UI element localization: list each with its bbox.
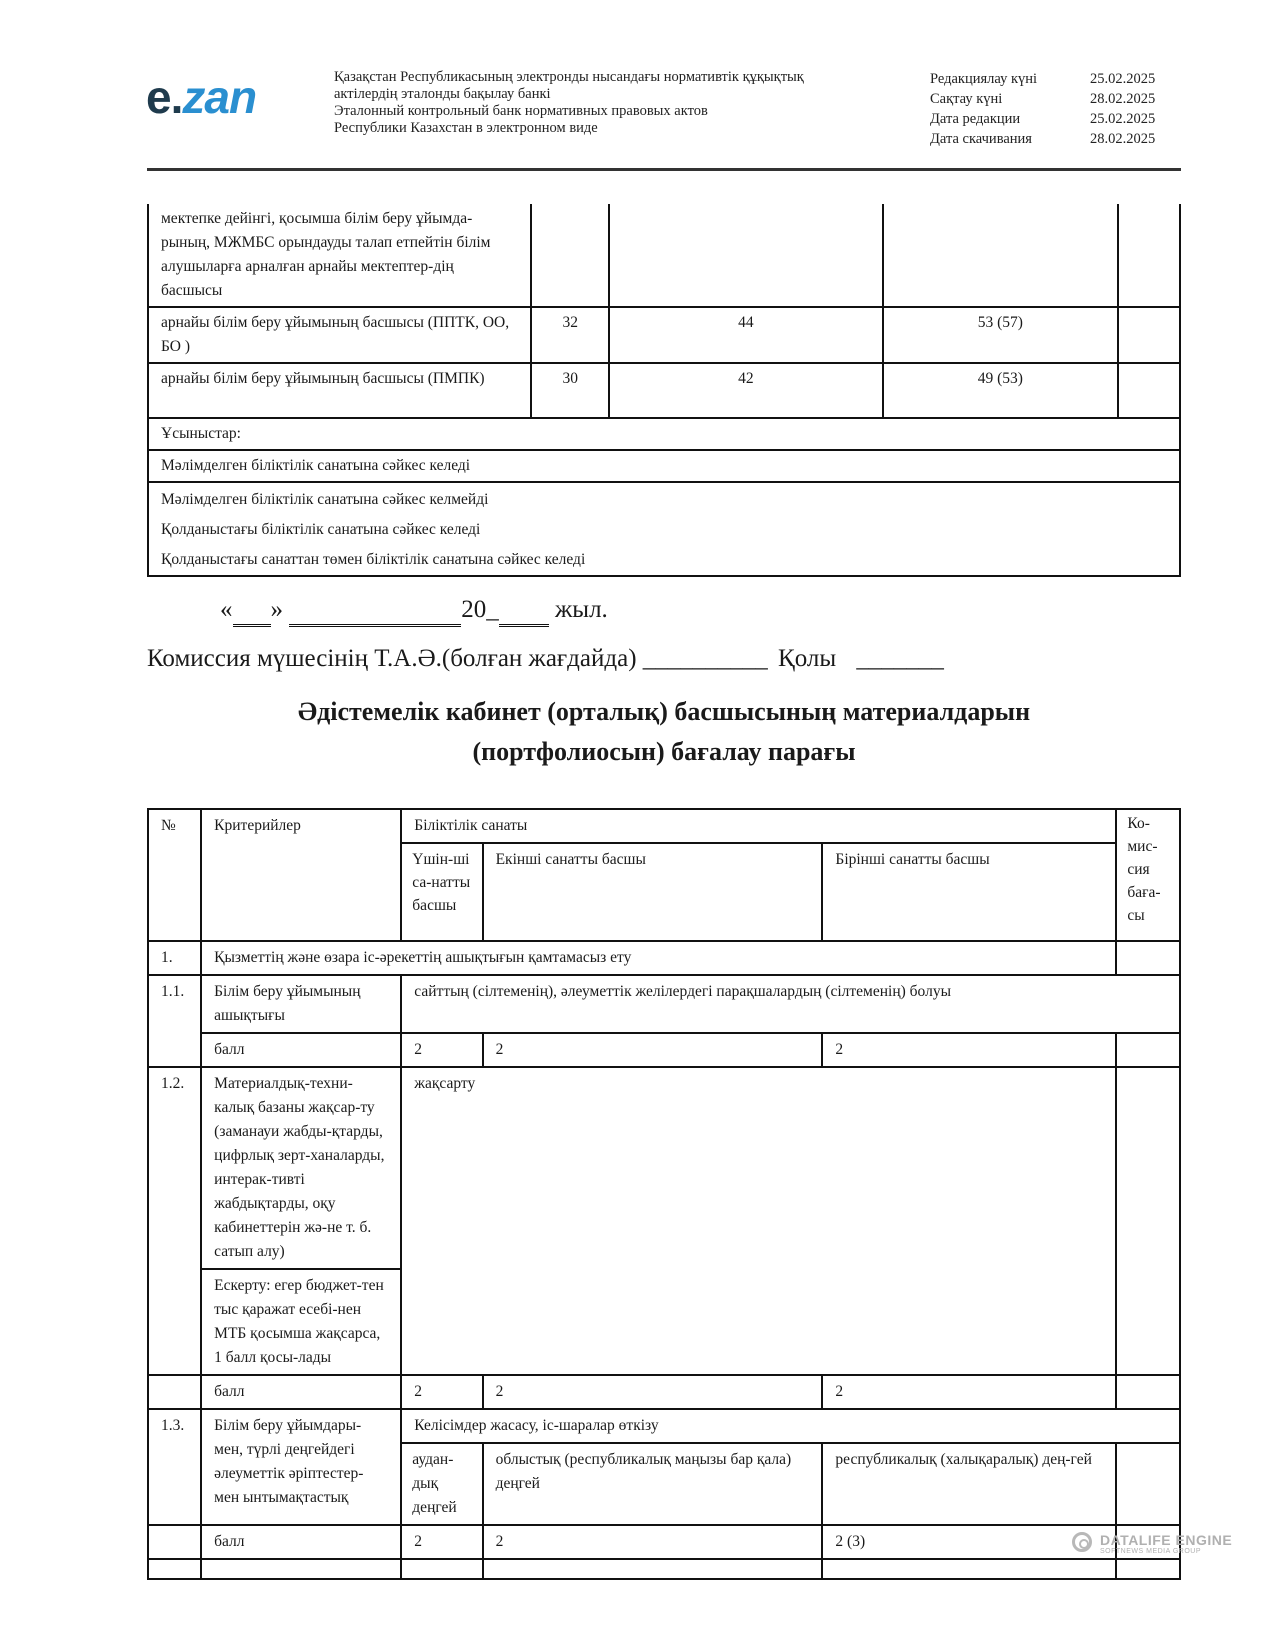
watermark-subtitle: SOFTNEWS MEDIA GROUP bbox=[1100, 1548, 1202, 1555]
empty-cell bbox=[401, 1559, 482, 1579]
option-row bbox=[148, 545, 1180, 576]
recommendation-option: Мәлімделген біліктілік санатына сәйкес келмейді bbox=[148, 482, 1180, 515]
meta-label: Дата скачивания bbox=[930, 131, 1032, 147]
recommendation-option: Қолданыстағы біліктілік санатына сәйкес келеді bbox=[148, 515, 1180, 545]
score-row bbox=[148, 1375, 1180, 1409]
score-cell bbox=[883, 204, 1119, 307]
header-line: Қазақстан Республикасының электронды нысандағы нормативтік құқықтық bbox=[334, 69, 804, 85]
table-row bbox=[148, 975, 1180, 1033]
score-cell bbox=[1118, 363, 1180, 418]
signature-date: « » 20_ жыл. bbox=[220, 596, 608, 627]
sign-label: Қолы bbox=[778, 645, 837, 672]
logo-dot: . bbox=[170, 71, 183, 123]
header-line: Эталонный контрольный банк нормативных правовых актов bbox=[334, 103, 708, 119]
commission-cell[interactable] bbox=[1116, 1375, 1180, 1409]
score-row bbox=[148, 1033, 1180, 1067]
indicator-cell: сайттың (сілтеменің), әлеуметтік желілердегі парақшалардың (сілтеменің) болуы bbox=[401, 975, 1180, 1033]
score-label: балл bbox=[201, 1375, 401, 1409]
empty-cell bbox=[148, 1559, 201, 1579]
commission-cell[interactable] bbox=[1116, 1443, 1180, 1525]
logo-zan: zan bbox=[182, 71, 257, 123]
meta-value: 25.02.2025 bbox=[1090, 71, 1156, 87]
header-num: № bbox=[148, 809, 201, 941]
header-third-category: Үшін-ші са-натты басшы bbox=[401, 843, 482, 941]
score-cell: 49 (53) bbox=[883, 363, 1119, 418]
meta-row bbox=[930, 109, 1155, 129]
meta-label: Дата редакции bbox=[930, 111, 1021, 127]
sign-blank[interactable]: _______ bbox=[856, 645, 944, 672]
item-num: 1.2. bbox=[148, 1067, 201, 1375]
table-row bbox=[148, 307, 1180, 363]
score-cell: 2 (3) bbox=[822, 1525, 1116, 1559]
score-cell: 32 bbox=[531, 307, 609, 363]
score-row bbox=[148, 1525, 1180, 1559]
position-cell: арнайы білім беру ұйымының басшысы (ППТК, ОО, БО ) bbox=[148, 307, 531, 363]
table-row bbox=[148, 204, 1180, 307]
empty-cell bbox=[822, 1559, 1116, 1579]
member-name-blank[interactable]: __________ bbox=[642, 645, 768, 672]
header-divider bbox=[147, 168, 1181, 171]
table-row bbox=[148, 1067, 1180, 1269]
item-num: 1.1. bbox=[148, 975, 201, 1067]
header-meta bbox=[930, 69, 1155, 149]
position-cell: арнайы білім беру ұйымының басшысы (ПМПК) bbox=[148, 363, 531, 418]
ezan-logo bbox=[146, 71, 257, 123]
quote-close: » bbox=[270, 596, 283, 623]
score-cell: 2 bbox=[483, 1033, 823, 1067]
score-label: балл bbox=[201, 1033, 401, 1067]
meta-row bbox=[930, 89, 1155, 109]
score-cell: 2 bbox=[483, 1525, 823, 1559]
criteria-cell: Материалдық-техни-калық базаны жақсар-ту (заманауи жабды-қтарды, цифрлық зерт-ханаларды, интерак-тивті жабдықтарды, оқу кабинеттерін жә-не т. б. сатып алу) bbox=[201, 1067, 401, 1269]
indicator-cell: жақсарту bbox=[401, 1067, 1116, 1375]
header-line: актілердің эталонды бақылау банкі bbox=[334, 86, 551, 102]
header-category: Біліктілік санаты bbox=[401, 809, 1116, 843]
criteria-cell: Білім беру ұйымдары-мен, түрлі деңгейдегі әлеуметтік әріптестер-мен ынтымақтастық bbox=[201, 1409, 401, 1525]
empty-cell bbox=[148, 1375, 201, 1409]
meta-row bbox=[930, 129, 1155, 149]
score-cell: 42 bbox=[609, 363, 882, 418]
section-num: 1. bbox=[148, 941, 201, 975]
header-second-category: Екінші санатты басшы bbox=[483, 843, 823, 941]
score-cell: 2 bbox=[401, 1525, 482, 1559]
meta-row bbox=[930, 69, 1155, 89]
commission-cell[interactable] bbox=[1116, 1067, 1180, 1375]
empty-cell bbox=[1116, 1559, 1180, 1579]
score-cell: 2 bbox=[483, 1375, 823, 1409]
meta-value: 25.02.2025 bbox=[1090, 111, 1156, 127]
watermark-title: DATALIFE ENGINE bbox=[1100, 1532, 1233, 1548]
day-blank[interactable] bbox=[233, 596, 271, 627]
meta-value: 28.02.2025 bbox=[1090, 91, 1156, 107]
table-row-cut bbox=[148, 1559, 1180, 1579]
page-title: Әдістемелік кабинет (орталық) басшысының материалдарын bbox=[297, 697, 1031, 726]
quote-open: « bbox=[220, 596, 233, 623]
empty-cell bbox=[148, 1525, 201, 1559]
score-cell: 2 bbox=[401, 1033, 482, 1067]
logo-e: e bbox=[146, 71, 171, 123]
recommendation-option: Қолданыстағы санаттан төмен біліктілік санатына сәйкес келеді bbox=[148, 545, 1180, 576]
datalife-logo-icon bbox=[1072, 1532, 1092, 1552]
table-row bbox=[148, 1409, 1180, 1443]
score-cell: 30 bbox=[531, 363, 609, 418]
header-criteria: Критерийлер bbox=[201, 809, 401, 941]
indicator-cell: Келісімдер жасасу, іс-шаралар өткізу bbox=[401, 1409, 1180, 1443]
score-label: балл bbox=[201, 1525, 401, 1559]
score-cell bbox=[609, 204, 882, 307]
score-cell bbox=[1118, 204, 1180, 307]
table-row bbox=[148, 363, 1180, 418]
score-cell: 44 bbox=[609, 307, 882, 363]
criteria-cell: Білім беру ұйымының ашықтығы bbox=[201, 975, 401, 1033]
level-cell: облыстық (республикалық маңызы бар қала) деңгей bbox=[483, 1443, 823, 1525]
note-cell: Ескерту: егер бюджет-тен тыс қаражат есебі-нен МТБ қосымша жақсарса, 1 балл қосы-лады bbox=[201, 1269, 401, 1375]
recommendation-option: Мәлімделген біліктілік санатына сәйкес келеді bbox=[148, 450, 1180, 482]
score-cell: 2 bbox=[822, 1375, 1116, 1409]
year-suffix: жыл. bbox=[555, 596, 608, 623]
option-row bbox=[148, 482, 1180, 515]
commission-cell[interactable] bbox=[1116, 1033, 1180, 1067]
score-cell: 53 (57) bbox=[883, 307, 1119, 363]
header-commission: Ко-мис-сия баға-сы bbox=[1116, 809, 1180, 941]
score-cell: 2 bbox=[822, 1033, 1116, 1067]
header-first-category: Бірінші санатты басшы bbox=[822, 843, 1116, 941]
category-score-table bbox=[147, 204, 1181, 577]
month-blank[interactable] bbox=[289, 596, 461, 627]
year-blank[interactable] bbox=[499, 596, 549, 627]
score-cell bbox=[531, 204, 609, 307]
year-prefix: 20 bbox=[461, 596, 487, 623]
evaluation-table bbox=[147, 808, 1181, 1580]
empty-cell bbox=[201, 1559, 401, 1579]
recommendations-row bbox=[148, 418, 1180, 450]
page-title-line2: (портфолиосын) бағалау парағы bbox=[472, 737, 856, 766]
section-row bbox=[148, 941, 1180, 975]
header-description bbox=[334, 69, 804, 137]
item-num: 1.3. bbox=[148, 1409, 201, 1525]
level-cell: республикалық (халықаралық) дең-гей bbox=[822, 1443, 1116, 1525]
meta-label: Сақтау күні bbox=[930, 91, 1003, 107]
commission-cell[interactable] bbox=[1116, 941, 1180, 975]
member-label: Комиссия мүшесінің Т.А.Ә.(болған жағдайда) bbox=[147, 645, 637, 672]
section-title: Қызметтің және өзара іс-әрекеттің ашықтығын қамтамасыз ету bbox=[201, 941, 1116, 975]
datalife-watermark bbox=[1074, 1532, 1232, 1555]
score-cell: 2 bbox=[401, 1375, 482, 1409]
meta-label: Редакциялау күні bbox=[930, 71, 1038, 87]
score-cell bbox=[1118, 307, 1180, 363]
empty-cell bbox=[483, 1559, 823, 1579]
commission-signature-line bbox=[147, 645, 944, 673]
level-cell: аудан-дық деңгей bbox=[401, 1443, 482, 1525]
header-line: Республики Казахстан в электронном виде bbox=[334, 120, 598, 136]
recommendations-label: Ұсыныстар: bbox=[148, 418, 1180, 450]
option-row bbox=[148, 450, 1180, 482]
meta-value: 28.02.2025 bbox=[1090, 131, 1156, 147]
position-cell: мектепке дейінгі, қосымша білім беру ұйымда-рының, МЖМБС орындауды талап етпейтін білім алушыларға арналған арнайы мектептер-дің басшысы bbox=[148, 204, 531, 307]
header-row bbox=[148, 809, 1180, 843]
option-row bbox=[148, 515, 1180, 545]
